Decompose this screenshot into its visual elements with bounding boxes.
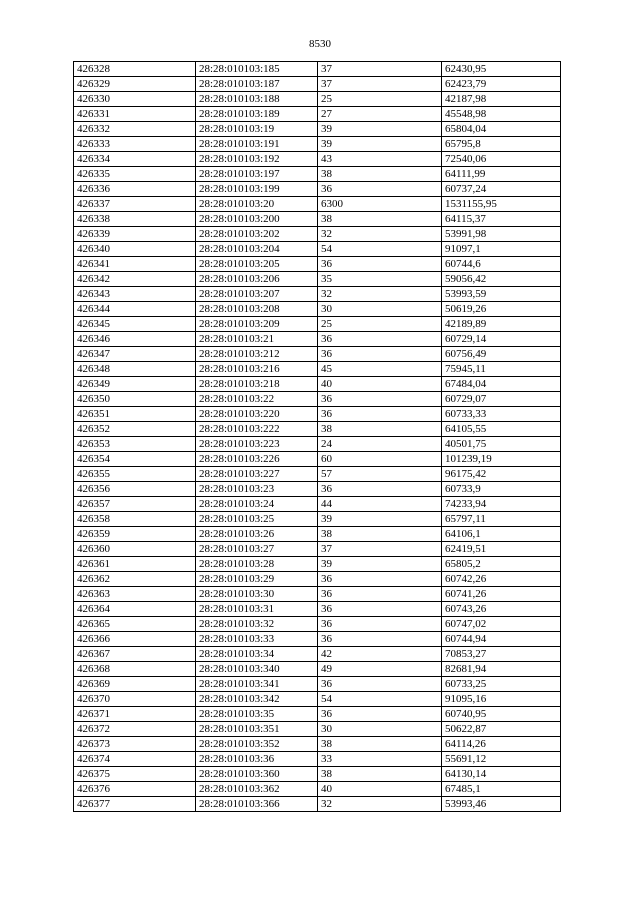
table-row [74, 62, 561, 77]
value-cell: 60756,49 [442, 347, 561, 362]
table-row [74, 632, 561, 647]
table-row [74, 497, 561, 512]
cadastral-number-cell: 28:28:010103:19 [196, 122, 318, 137]
table-row [74, 767, 561, 782]
table-row [74, 692, 561, 707]
row-number-cell: 426337 [74, 197, 196, 212]
cadastral-number-cell: 28:28:010103:21 [196, 332, 318, 347]
row-number-cell: 426372 [74, 722, 196, 737]
value-cell: 64106,1 [442, 527, 561, 542]
table-row [74, 287, 561, 302]
value-cell: 64105,55 [442, 422, 561, 437]
row-number-cell: 426361 [74, 557, 196, 572]
row-number-cell: 426330 [74, 92, 196, 107]
cadastral-number-cell: 28:28:010103:33 [196, 632, 318, 647]
table-row [74, 272, 561, 287]
area-cell: 36 [318, 677, 442, 692]
value-cell: 65804,04 [442, 122, 561, 137]
cadastral-number-cell: 28:28:010103:25 [196, 512, 318, 527]
value-cell: 82681,94 [442, 662, 561, 677]
area-cell: 37 [318, 542, 442, 557]
cadastral-number-cell: 28:28:010103:227 [196, 467, 318, 482]
value-cell: 67485,1 [442, 782, 561, 797]
value-cell: 65797,11 [442, 512, 561, 527]
row-number-cell: 426360 [74, 542, 196, 557]
table-row [74, 197, 561, 212]
row-number-cell: 426374 [74, 752, 196, 767]
value-cell: 1531155,95 [442, 197, 561, 212]
table-row [74, 452, 561, 467]
row-number-cell: 426347 [74, 347, 196, 362]
row-number-cell: 426351 [74, 407, 196, 422]
table-row [74, 737, 561, 752]
cadastral-number-cell: 28:28:010103:222 [196, 422, 318, 437]
area-cell: 45 [318, 362, 442, 377]
area-cell: 38 [318, 167, 442, 182]
table-row [74, 587, 561, 602]
cadastral-number-cell: 28:28:010103:24 [196, 497, 318, 512]
row-number-cell: 426363 [74, 587, 196, 602]
row-number-cell: 426359 [74, 527, 196, 542]
cadastral-number-cell: 28:28:010103:188 [196, 92, 318, 107]
table-row [74, 242, 561, 257]
value-cell: 53993,59 [442, 287, 561, 302]
value-cell: 72540,06 [442, 152, 561, 167]
row-number-cell: 426340 [74, 242, 196, 257]
cadastral-number-cell: 28:28:010103:360 [196, 767, 318, 782]
table-row [74, 512, 561, 527]
cadastral-number-cell: 28:28:010103:220 [196, 407, 318, 422]
table-row [74, 617, 561, 632]
row-number-cell: 426335 [74, 167, 196, 182]
table-row [74, 257, 561, 272]
area-cell: 36 [318, 602, 442, 617]
area-cell: 36 [318, 257, 442, 272]
area-cell: 38 [318, 737, 442, 752]
row-number-cell: 426357 [74, 497, 196, 512]
area-cell: 33 [318, 752, 442, 767]
table-row [74, 677, 561, 692]
value-cell: 40501,75 [442, 437, 561, 452]
value-cell: 101239,19 [442, 452, 561, 467]
value-cell: 91095,16 [442, 692, 561, 707]
cadastral-number-cell: 28:28:010103:351 [196, 722, 318, 737]
area-cell: 24 [318, 437, 442, 452]
area-cell: 36 [318, 347, 442, 362]
cadastral-number-cell: 28:28:010103:36 [196, 752, 318, 767]
area-cell: 44 [318, 497, 442, 512]
area-cell: 54 [318, 242, 442, 257]
table-row [74, 662, 561, 677]
value-cell: 64114,26 [442, 737, 561, 752]
table-row [74, 722, 561, 737]
row-number-cell: 426349 [74, 377, 196, 392]
cadastral-number-cell: 28:28:010103:28 [196, 557, 318, 572]
row-number-cell: 426350 [74, 392, 196, 407]
value-cell: 50619,26 [442, 302, 561, 317]
cadastral-number-cell: 28:28:010103:340 [196, 662, 318, 677]
table-row [74, 332, 561, 347]
area-cell: 36 [318, 707, 442, 722]
area-cell: 39 [318, 512, 442, 527]
row-number-cell: 426369 [74, 677, 196, 692]
value-cell: 60733,9 [442, 482, 561, 497]
table-row [74, 362, 561, 377]
table-row [74, 437, 561, 452]
table-row [74, 602, 561, 617]
row-number-cell: 426336 [74, 182, 196, 197]
area-cell: 32 [318, 287, 442, 302]
cadastral-number-cell: 28:28:010103:341 [196, 677, 318, 692]
table-row [74, 797, 561, 812]
cadastral-number-cell: 28:28:010103:216 [196, 362, 318, 377]
area-cell: 38 [318, 767, 442, 782]
value-cell: 74233,94 [442, 497, 561, 512]
area-cell: 36 [318, 617, 442, 632]
value-cell: 60737,24 [442, 182, 561, 197]
table-body [74, 62, 561, 812]
area-cell: 40 [318, 782, 442, 797]
table-row [74, 302, 561, 317]
value-cell: 62419,51 [442, 542, 561, 557]
cadastral-number-cell: 28:28:010103:218 [196, 377, 318, 392]
area-cell: 30 [318, 302, 442, 317]
area-cell: 39 [318, 557, 442, 572]
table-row [74, 542, 561, 557]
cadastral-number-cell: 28:28:010103:200 [196, 212, 318, 227]
area-cell: 27 [318, 107, 442, 122]
row-number-cell: 426355 [74, 467, 196, 482]
row-number-cell: 426341 [74, 257, 196, 272]
area-cell: 36 [318, 392, 442, 407]
table-row [74, 107, 561, 122]
table-row [74, 422, 561, 437]
cadastral-number-cell: 28:28:010103:187 [196, 77, 318, 92]
value-cell: 55691,12 [442, 752, 561, 767]
table-row [74, 482, 561, 497]
cadastral-number-cell: 28:28:010103:30 [196, 587, 318, 602]
area-cell: 36 [318, 332, 442, 347]
area-cell: 38 [318, 212, 442, 227]
table-row [74, 782, 561, 797]
cadastral-number-cell: 28:28:010103:226 [196, 452, 318, 467]
cadastral-number-cell: 28:28:010103:223 [196, 437, 318, 452]
cadastral-number-cell: 28:28:010103:34 [196, 647, 318, 662]
value-cell: 60743,26 [442, 602, 561, 617]
row-number-cell: 426333 [74, 137, 196, 152]
value-cell: 60747,02 [442, 617, 561, 632]
row-number-cell: 426373 [74, 737, 196, 752]
area-cell: 38 [318, 422, 442, 437]
cadastral-number-cell: 28:28:010103:362 [196, 782, 318, 797]
row-number-cell: 426376 [74, 782, 196, 797]
row-number-cell: 426339 [74, 227, 196, 242]
area-cell: 35 [318, 272, 442, 287]
row-number-cell: 426344 [74, 302, 196, 317]
cadastral-number-cell: 28:28:010103:202 [196, 227, 318, 242]
table-row [74, 392, 561, 407]
row-number-cell: 426366 [74, 632, 196, 647]
cadastral-number-cell: 28:28:010103:27 [196, 542, 318, 557]
cadastral-number-cell: 28:28:010103:189 [196, 107, 318, 122]
table-row [74, 227, 561, 242]
cadastral-number-cell: 28:28:010103:191 [196, 137, 318, 152]
table-row [74, 182, 561, 197]
value-cell: 62423,79 [442, 77, 561, 92]
area-cell: 40 [318, 377, 442, 392]
value-cell: 60733,33 [442, 407, 561, 422]
area-cell: 32 [318, 227, 442, 242]
area-cell: 25 [318, 92, 442, 107]
area-cell: 36 [318, 407, 442, 422]
value-cell: 42187,98 [442, 92, 561, 107]
page-number: 8530 [309, 38, 331, 50]
area-cell: 36 [318, 587, 442, 602]
row-number-cell: 426352 [74, 422, 196, 437]
row-number-cell: 426358 [74, 512, 196, 527]
value-cell: 42189,89 [442, 317, 561, 332]
row-number-cell: 426331 [74, 107, 196, 122]
value-cell: 70853,27 [442, 647, 561, 662]
row-number-cell: 426370 [74, 692, 196, 707]
area-cell: 54 [318, 692, 442, 707]
row-number-cell: 426334 [74, 152, 196, 167]
value-cell: 53993,46 [442, 797, 561, 812]
row-number-cell: 426338 [74, 212, 196, 227]
cadastral-number-cell: 28:28:010103:342 [196, 692, 318, 707]
table-row [74, 167, 561, 182]
area-cell: 6300 [318, 197, 442, 212]
area-cell: 36 [318, 482, 442, 497]
value-cell: 65805,2 [442, 557, 561, 572]
table-row [74, 137, 561, 152]
value-cell: 64130,14 [442, 767, 561, 782]
value-cell: 60744,94 [442, 632, 561, 647]
row-number-cell: 426329 [74, 77, 196, 92]
area-cell: 36 [318, 572, 442, 587]
area-cell: 57 [318, 467, 442, 482]
value-cell: 60744,6 [442, 257, 561, 272]
table-row [74, 152, 561, 167]
area-cell: 38 [318, 527, 442, 542]
area-cell: 42 [318, 647, 442, 662]
row-number-cell: 426345 [74, 317, 196, 332]
value-cell: 91097,1 [442, 242, 561, 257]
cadastral-number-cell: 28:28:010103:204 [196, 242, 318, 257]
cadastral-number-cell: 28:28:010103:207 [196, 287, 318, 302]
table-row [74, 557, 561, 572]
area-cell: 32 [318, 797, 442, 812]
cadastral-number-cell: 28:28:010103:352 [196, 737, 318, 752]
cadastral-number-cell: 28:28:010103:32 [196, 617, 318, 632]
cadastral-number-cell: 28:28:010103:192 [196, 152, 318, 167]
value-cell: 45548,98 [442, 107, 561, 122]
cadastral-number-cell: 28:28:010103:31 [196, 602, 318, 617]
row-number-cell: 426377 [74, 797, 196, 812]
value-cell: 64115,37 [442, 212, 561, 227]
cadastral-number-cell: 28:28:010103:206 [196, 272, 318, 287]
row-number-cell: 426365 [74, 617, 196, 632]
area-cell: 39 [318, 122, 442, 137]
cadastral-number-cell: 28:28:010103:212 [196, 347, 318, 362]
cadastral-number-cell: 28:28:010103:20 [196, 197, 318, 212]
table-row [74, 377, 561, 392]
cadastral-number-cell: 28:28:010103:22 [196, 392, 318, 407]
area-cell: 25 [318, 317, 442, 332]
row-number-cell: 426375 [74, 767, 196, 782]
area-cell: 49 [318, 662, 442, 677]
value-cell: 60742,26 [442, 572, 561, 587]
area-cell: 60 [318, 452, 442, 467]
table-row [74, 527, 561, 542]
cadastral-number-cell: 28:28:010103:29 [196, 572, 318, 587]
value-cell: 67484,04 [442, 377, 561, 392]
row-number-cell: 426367 [74, 647, 196, 662]
row-number-cell: 426346 [74, 332, 196, 347]
table-row [74, 347, 561, 362]
cadastral-number-cell: 28:28:010103:185 [196, 62, 318, 77]
cadastral-number-cell: 28:28:010103:35 [196, 707, 318, 722]
table-row [74, 317, 561, 332]
value-cell: 75945,11 [442, 362, 561, 377]
row-number-cell: 426354 [74, 452, 196, 467]
row-number-cell: 426348 [74, 362, 196, 377]
row-number-cell: 426362 [74, 572, 196, 587]
value-cell: 65795,8 [442, 137, 561, 152]
table-row [74, 752, 561, 767]
area-cell: 39 [318, 137, 442, 152]
data-table [73, 61, 561, 812]
table-row [74, 212, 561, 227]
table-row [74, 122, 561, 137]
table-row [74, 647, 561, 662]
value-cell: 60741,26 [442, 587, 561, 602]
row-number-cell: 426356 [74, 482, 196, 497]
value-cell: 53991,98 [442, 227, 561, 242]
cadastral-number-cell: 28:28:010103:26 [196, 527, 318, 542]
cadastral-number-cell: 28:28:010103:199 [196, 182, 318, 197]
cadastral-number-cell: 28:28:010103:366 [196, 797, 318, 812]
cadastral-number-cell: 28:28:010103:205 [196, 257, 318, 272]
area-cell: 30 [318, 722, 442, 737]
row-number-cell: 426332 [74, 122, 196, 137]
table-row [74, 92, 561, 107]
value-cell: 50622,87 [442, 722, 561, 737]
table-row [74, 707, 561, 722]
row-number-cell: 426342 [74, 272, 196, 287]
value-cell: 60733,25 [442, 677, 561, 692]
row-number-cell: 426364 [74, 602, 196, 617]
table-row [74, 407, 561, 422]
area-cell: 37 [318, 62, 442, 77]
row-number-cell: 426353 [74, 437, 196, 452]
value-cell: 64111,99 [442, 167, 561, 182]
value-cell: 60729,14 [442, 332, 561, 347]
area-cell: 43 [318, 152, 442, 167]
cadastral-number-cell: 28:28:010103:23 [196, 482, 318, 497]
area-cell: 36 [318, 632, 442, 647]
area-cell: 36 [318, 182, 442, 197]
value-cell: 60729,07 [442, 392, 561, 407]
value-cell: 60740,95 [442, 707, 561, 722]
cadastral-number-cell: 28:28:010103:209 [196, 317, 318, 332]
table-row [74, 467, 561, 482]
table-row [74, 572, 561, 587]
row-number-cell: 426343 [74, 287, 196, 302]
cadastral-number-cell: 28:28:010103:197 [196, 167, 318, 182]
row-number-cell: 426328 [74, 62, 196, 77]
value-cell: 62430,95 [442, 62, 561, 77]
value-cell: 59056,42 [442, 272, 561, 287]
cadastral-number-cell: 28:28:010103:208 [196, 302, 318, 317]
value-cell: 96175,42 [442, 467, 561, 482]
table-row [74, 77, 561, 92]
row-number-cell: 426368 [74, 662, 196, 677]
area-cell: 37 [318, 77, 442, 92]
row-number-cell: 426371 [74, 707, 196, 722]
